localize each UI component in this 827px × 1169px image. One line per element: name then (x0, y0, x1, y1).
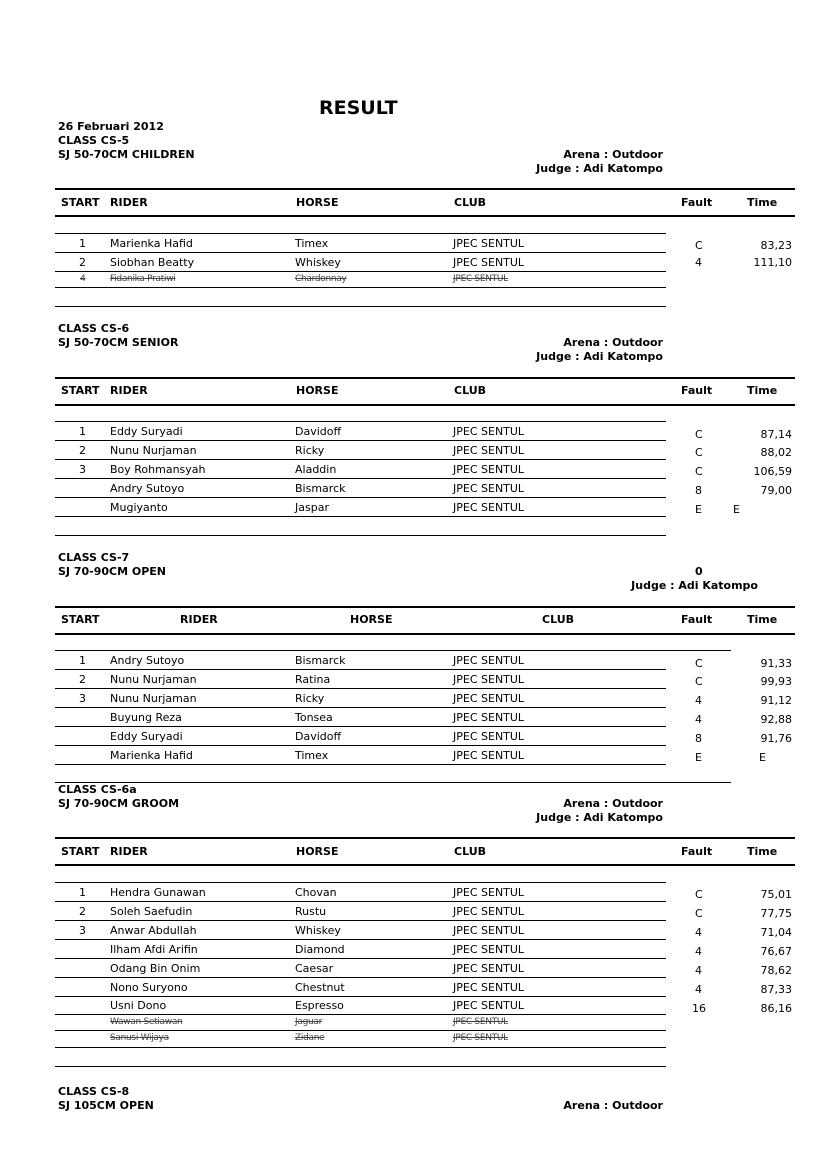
fault-cell: C (695, 675, 703, 688)
club-cell: JPEC SENTUL (453, 425, 525, 438)
rider-cell: Eddy Suryadi (110, 425, 183, 438)
start-cell: 3 (79, 463, 86, 476)
class-label: CLASS CS-7 (58, 551, 130, 564)
fault-cell: 4 (695, 983, 702, 996)
horse-cell: Timex (295, 237, 329, 250)
col-horse: HORSE (296, 384, 339, 397)
start-cell: 1 (79, 654, 86, 667)
rider-cell: Nunu Nurjaman (110, 444, 197, 457)
rider-cell: Usni Dono (110, 999, 167, 1012)
fault-cell: 4 (695, 713, 702, 726)
club-cell: JPEC SENTUL (453, 654, 525, 667)
horse-cell: Ricky (295, 444, 325, 457)
col-rider: RIDER (110, 384, 148, 397)
time-cell: 71,04 (760, 926, 792, 939)
rider-cell: Mugiyanto (110, 501, 168, 514)
time-cell: E (759, 751, 766, 764)
horse-cell: Davidoff (295, 730, 342, 743)
horse-cell: Caesar (295, 962, 334, 975)
arena-label: Arena : Outdoor (563, 797, 663, 810)
rider-cell: Nono Suryono (110, 981, 188, 994)
time-cell: 99,93 (760, 675, 792, 688)
time-cell: 79,00 (760, 484, 792, 497)
time-cell: 75,01 (760, 888, 792, 901)
start-cell: 3 (79, 924, 86, 937)
class-name: SJ 70-90CM GROOM (58, 797, 180, 810)
time-cell: E (733, 503, 740, 516)
horse-cell: Diamond (295, 943, 345, 956)
time-cell: 83,23 (760, 239, 792, 252)
horse-cell: Rustu (295, 905, 327, 918)
rider-cell: Eddy Suryadi (110, 730, 183, 743)
fault-cell: C (695, 239, 703, 252)
col-time: Time (747, 196, 778, 209)
time-cell: 91,76 (760, 732, 792, 745)
club-cell: JPEC SENTUL (453, 981, 525, 994)
col-start: START (61, 613, 100, 626)
horse-cell: Bismarck (295, 654, 346, 667)
class-label: CLASS CS-8 (58, 1085, 130, 1098)
fault-cell: E (695, 751, 702, 764)
club-cell: JPEC SENTUL (453, 924, 525, 937)
col-start: START (61, 845, 100, 858)
horse-cell: Chardonnay (295, 274, 347, 284)
horse-cell: Davidoff (295, 425, 342, 438)
club-cell: JPEC SENTUL (453, 256, 525, 269)
horse-cell: Whiskey (295, 924, 341, 937)
time-cell: 87,33 (760, 983, 792, 996)
col-rider: RIDER (180, 613, 218, 626)
club-cell: JPEC SENTUL (453, 905, 525, 918)
col-fault: Fault (681, 196, 713, 209)
club-cell: JPEC SENTUL (453, 711, 525, 724)
col-time: Time (747, 613, 778, 626)
club-cell: JPEC SENTUL (453, 943, 525, 956)
col-start: START (61, 196, 100, 209)
judge-label: Judge : Adi Katompo (536, 162, 663, 175)
horse-cell: Tonsea (295, 711, 333, 724)
club-cell: JPEC SENTUL (453, 962, 525, 975)
judge-label: Judge : Adi Katompo (536, 811, 663, 824)
fault-cell: C (695, 428, 703, 441)
start-cell: 3 (79, 692, 86, 705)
col-time: Time (747, 845, 778, 858)
time-cell: 91,12 (760, 694, 792, 707)
horse-cell: Ratina (295, 673, 331, 686)
rider-cell: Ilham Afdi Arifin (110, 943, 198, 956)
col-fault: Fault (681, 384, 713, 397)
rider-cell: Hendra Gunawan (110, 886, 206, 899)
start-cell: 2 (79, 444, 86, 457)
rider-cell: Marienka Hafid (110, 237, 193, 250)
club-cell: JPEC SENTUL (453, 444, 525, 457)
start-cell: 2 (79, 905, 86, 918)
col-time: Time (747, 384, 778, 397)
rider-cell: Andry Sutoyo (110, 482, 185, 495)
arena-label: Arena : Outdoor (563, 1099, 663, 1112)
fault-cell: 8 (695, 732, 702, 745)
rider-cell: Fidanika Pratiwi (110, 274, 176, 284)
col-club: CLUB (454, 196, 487, 209)
fault-cell: C (695, 888, 703, 901)
start-cell: 1 (79, 237, 86, 250)
horse-cell: Bismarck (295, 482, 346, 495)
horse-cell: Jaspar (295, 501, 329, 514)
event-date: 26 Februari 2012 (58, 120, 164, 133)
col-fault: Fault (681, 613, 713, 626)
club-cell: JPEC SENTUL (453, 274, 508, 284)
rider-cell: Marienka Hafid (110, 749, 193, 762)
fault-cell: E (695, 503, 702, 516)
club-cell: JPEC SENTUL (453, 1017, 508, 1027)
rider-cell: Andry Sutoyo (110, 654, 185, 667)
horse-cell: Chovan (295, 886, 337, 899)
start-cell: 1 (79, 886, 86, 899)
fault-cell: C (695, 657, 703, 670)
arena-label: Arena : Outdoor (563, 148, 663, 161)
time-cell: 91,33 (760, 657, 792, 670)
horse-cell: Timex (295, 749, 329, 762)
time-cell: 77,75 (760, 907, 792, 920)
horse-cell: Whiskey (295, 256, 341, 269)
horse-cell: Espresso (295, 999, 344, 1012)
rider-cell: Boy Rohmansyah (110, 463, 206, 476)
col-horse: HORSE (296, 845, 339, 858)
time-cell: 111,10 (753, 256, 792, 269)
time-cell: 88,02 (760, 446, 792, 459)
rider-cell: Nunu Nurjaman (110, 692, 197, 705)
club-cell: JPEC SENTUL (453, 999, 525, 1012)
fault-cell: 8 (695, 484, 702, 497)
arena-label: Arena : Outdoor (563, 336, 663, 349)
horse-cell: Ricky (295, 692, 325, 705)
horse-cell: Zidane (295, 1033, 325, 1043)
club-cell: JPEC SENTUL (453, 730, 525, 743)
fault-cell: 4 (695, 964, 702, 977)
col-rider: RIDER (110, 196, 148, 209)
fault-cell: 4 (695, 945, 702, 958)
col-club: CLUB (454, 384, 487, 397)
club-cell: JPEC SENTUL (453, 237, 525, 250)
col-club: CLUB (542, 613, 575, 626)
horse-cell: Chestnut (295, 981, 345, 994)
club-cell: JPEC SENTUL (453, 501, 525, 514)
judge-label: Judge : Adi Katompo (536, 350, 663, 363)
rider-cell: Buyung Reza (110, 711, 182, 724)
club-cell: JPEC SENTUL (453, 749, 525, 762)
class-name: SJ 105CM OPEN (58, 1099, 154, 1112)
fault-cell: 16 (692, 1002, 706, 1015)
fault-cell: C (695, 465, 703, 478)
club-cell: JPEC SENTUL (453, 463, 525, 476)
rider-cell: Anwar Abdullah (110, 924, 197, 937)
col-horse: HORSE (350, 613, 393, 626)
time-cell: 78,62 (760, 964, 792, 977)
class-label: CLASS CS-5 (58, 134, 130, 147)
rider-cell: Odang Bin Onim (110, 962, 201, 975)
class-name: SJ 50-70CM CHILDREN (58, 148, 195, 161)
rider-cell: Nunu Nurjaman (110, 673, 197, 686)
fault-cell: C (695, 446, 703, 459)
time-cell: 92,88 (760, 713, 792, 726)
start-cell: 1 (79, 425, 86, 438)
horse-cell: Aladdin (295, 463, 337, 476)
class-label: CLASS CS-6 (58, 322, 130, 335)
time-cell: 76,67 (760, 945, 792, 958)
rider-cell: Wawan Setiawan (110, 1017, 183, 1027)
club-cell: JPEC SENTUL (453, 482, 525, 495)
club-cell: JPEC SENTUL (453, 1033, 508, 1043)
fault-cell: 4 (695, 694, 702, 707)
class-label: CLASS CS-6a (58, 783, 137, 796)
club-cell: JPEC SENTUL (453, 673, 525, 686)
club-cell: JPEC SENTUL (453, 692, 525, 705)
col-fault: Fault (681, 845, 713, 858)
judge-label: Judge : Adi Katompo (631, 579, 758, 592)
fault-cell: 4 (695, 926, 702, 939)
horse-cell: Jaguar (295, 1017, 323, 1027)
col-club: CLUB (454, 845, 487, 858)
col-start: START (61, 384, 100, 397)
start-cell: 2 (79, 673, 86, 686)
class-name: SJ 50-70CM SENIOR (58, 336, 179, 349)
fault-cell: C (695, 907, 703, 920)
time-cell: 106,59 (753, 465, 792, 478)
page-title: RESULT (319, 97, 398, 119)
col-rider: RIDER (110, 845, 148, 858)
start-cell: 4 (80, 274, 86, 284)
time-cell: 86,16 (760, 1002, 792, 1015)
class-name: SJ 70-90CM OPEN (58, 565, 167, 578)
club-cell: JPEC SENTUL (453, 886, 525, 899)
arena-label: 0 (695, 565, 703, 578)
fault-cell: 4 (695, 256, 702, 269)
rider-cell: Siobhan Beatty (110, 256, 195, 269)
start-cell: 2 (79, 256, 86, 269)
col-horse: HORSE (296, 196, 339, 209)
rider-cell: Soleh Saefudin (110, 905, 193, 918)
rider-cell: Sanusi Wijaya (110, 1033, 169, 1043)
time-cell: 87,14 (760, 428, 792, 441)
